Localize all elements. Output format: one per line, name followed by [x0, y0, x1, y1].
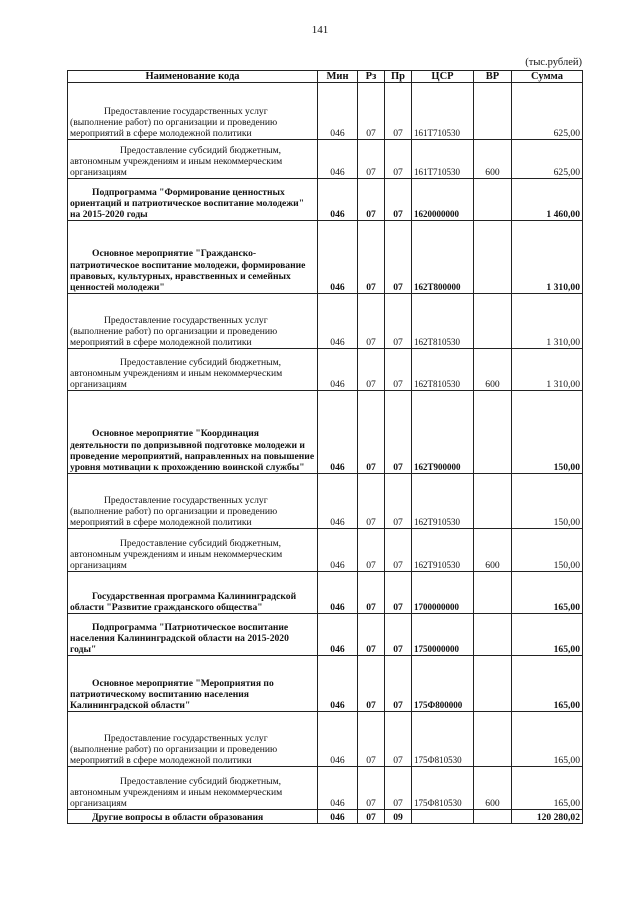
row-sum: 150,00: [512, 529, 583, 572]
row-vr: [474, 810, 512, 824]
row-csr: 175Ф800000: [412, 656, 474, 712]
table-row: [68, 767, 583, 810]
row-pr: 07: [385, 656, 412, 712]
row-rz: 07: [358, 140, 385, 179]
row-name: Предоставление государственных услуг (выполнение работ) по организации и проведению мероприятий в сфере молодежной политики: [68, 474, 318, 529]
header-rz: Рз: [358, 71, 385, 83]
units-label: (тыс.рублей): [525, 57, 582, 68]
table-row: [68, 474, 583, 529]
row-name: Предоставление субсидий бюджетным, автономным учреждениям и иным некоммерческим организациям: [68, 349, 318, 391]
row-csr: 161Т710530: [412, 140, 474, 179]
row-rz: 07: [358, 83, 385, 140]
row-pr: 07: [385, 614, 412, 656]
row-sum: 120 280,02: [512, 810, 583, 824]
page-number: 141: [311, 24, 329, 36]
table-row: [68, 391, 583, 474]
row-min: 046: [318, 179, 358, 221]
row-min: 046: [318, 614, 358, 656]
row-csr: 175Ф810530: [412, 767, 474, 810]
header-csr: ЦСР: [412, 71, 474, 83]
budget-table: [67, 70, 583, 824]
row-rz: 07: [358, 712, 385, 767]
row-name: Предоставление субсидий бюджетным, автономным учреждениям и иным некоммерческим организациям: [68, 767, 318, 810]
row-pr: 07: [385, 221, 412, 294]
table-row: [68, 294, 583, 349]
table-row: [68, 83, 583, 140]
row-csr: 162Т810530: [412, 294, 474, 349]
header-min: Мин: [318, 71, 358, 83]
row-name: Государственная программа Калининградской области "Развитие гражданского общества": [68, 572, 318, 614]
row-name: Подпрограмма "Формирование ценностных ориентаций и патриотическое воспитание молодежи" на 2015-2020 годы: [68, 179, 318, 221]
row-sum: 1 310,00: [512, 349, 583, 391]
header-vr: ВР: [474, 71, 512, 83]
table-row: [68, 179, 583, 221]
row-sum: 625,00: [512, 83, 583, 140]
row-rz: 07: [358, 294, 385, 349]
row-csr: 161Т710530: [412, 83, 474, 140]
row-name: Предоставление государственных услуг (выполнение работ) по организации и проведению мероприятий в сфере молодежной политики: [68, 83, 318, 140]
header-name: Наименование кода: [68, 71, 318, 83]
row-vr: 600: [474, 349, 512, 391]
table-row: [68, 572, 583, 614]
row-csr: 162Т910530: [412, 474, 474, 529]
row-csr: 162Т910530: [412, 529, 474, 572]
row-name: Основное мероприятие "Гражданско-патриотическое воспитание молодежи, формирование правовых, культурных, нравственных и семейных ценностей молодежи": [68, 221, 318, 294]
row-vr: [474, 391, 512, 474]
row-name: Подпрограмма "Патриотическое воспитание населения Калининградской области на 2015-2020 годы": [68, 614, 318, 656]
row-rz: 07: [358, 810, 385, 824]
table-row: [68, 140, 583, 179]
row-vr: [474, 221, 512, 294]
row-pr: 07: [385, 529, 412, 572]
table-row: [68, 221, 583, 294]
row-sum: 1 460,00: [512, 179, 583, 221]
row-csr: 162Т900000: [412, 391, 474, 474]
row-sum: 150,00: [512, 391, 583, 474]
row-pr: 09: [385, 810, 412, 824]
table-row: [68, 656, 583, 712]
row-pr: 07: [385, 294, 412, 349]
row-sum: 1 310,00: [512, 294, 583, 349]
row-sum: 625,00: [512, 140, 583, 179]
row-pr: 07: [385, 572, 412, 614]
row-name: Предоставление субсидий бюджетным, автономным учреждениям и иным некоммерческим организациям: [68, 529, 318, 572]
row-rz: 07: [358, 656, 385, 712]
row-vr: [474, 572, 512, 614]
header-pr: Пр: [385, 71, 412, 83]
row-pr: 07: [385, 349, 412, 391]
row-min: 046: [318, 810, 358, 824]
row-min: 046: [318, 656, 358, 712]
row-rz: 07: [358, 614, 385, 656]
header-sum: Сумма: [512, 71, 583, 83]
row-min: 046: [318, 391, 358, 474]
row-rz: 07: [358, 391, 385, 474]
row-vr: [474, 614, 512, 656]
row-rz: 07: [358, 767, 385, 810]
table-row: [68, 614, 583, 656]
row-vr: 600: [474, 529, 512, 572]
table-row: [68, 712, 583, 767]
row-name: Другие вопросы в области образования: [68, 810, 318, 824]
row-min: 046: [318, 529, 358, 572]
row-vr: 600: [474, 767, 512, 810]
table-row: [68, 349, 583, 391]
table-row: [68, 529, 583, 572]
row-pr: 07: [385, 712, 412, 767]
row-csr: 175Ф810530: [412, 712, 474, 767]
row-name: Предоставление государственных услуг (выполнение работ) по организации и проведению мероприятий в сфере молодежной политики: [68, 294, 318, 349]
row-csr: 162Т800000: [412, 221, 474, 294]
table-header-row: [68, 71, 583, 83]
row-vr: 600: [474, 140, 512, 179]
row-rz: 07: [358, 572, 385, 614]
row-sum: 150,00: [512, 474, 583, 529]
row-vr: [474, 656, 512, 712]
row-sum: 165,00: [512, 712, 583, 767]
row-csr: 162Т810530: [412, 349, 474, 391]
row-min: 046: [318, 349, 358, 391]
row-csr: 1750000000: [412, 614, 474, 656]
row-pr: 07: [385, 179, 412, 221]
row-min: 046: [318, 140, 358, 179]
row-sum: 165,00: [512, 656, 583, 712]
row-name: Предоставление субсидий бюджетным, автономным учреждениям и иным некоммерческим организациям: [68, 140, 318, 179]
row-sum: 165,00: [512, 767, 583, 810]
row-pr: 07: [385, 474, 412, 529]
row-vr: [474, 83, 512, 140]
row-vr: [474, 179, 512, 221]
row-name: Основное мероприятие "Координация деятельности по допризывной подготовке молодежи и проведение мероприятий, направленных на повышение уровня мотивации к прохождению воинской службы": [68, 391, 318, 474]
row-pr: 07: [385, 391, 412, 474]
row-min: 046: [318, 712, 358, 767]
row-sum: 165,00: [512, 614, 583, 656]
row-rz: 07: [358, 349, 385, 391]
row-min: 046: [318, 572, 358, 614]
row-rz: 07: [358, 474, 385, 529]
row-vr: [474, 712, 512, 767]
row-rz: 07: [358, 529, 385, 572]
row-name: Основное мероприятие "Мероприятия по патриотическому воспитанию населения Калининградской области": [68, 656, 318, 712]
row-sum: 1 310,00: [512, 221, 583, 294]
row-csr: 1620000000: [412, 179, 474, 221]
row-min: 046: [318, 767, 358, 810]
row-vr: [474, 474, 512, 529]
row-vr: [474, 294, 512, 349]
row-min: 046: [318, 294, 358, 349]
row-min: 046: [318, 474, 358, 529]
row-name: Предоставление государственных услуг (выполнение работ) по организации и проведению мероприятий в сфере молодежной политики: [68, 712, 318, 767]
row-min: 046: [318, 83, 358, 140]
row-pr: 07: [385, 83, 412, 140]
row-rz: 07: [358, 221, 385, 294]
row-min: 046: [318, 221, 358, 294]
row-pr: 07: [385, 140, 412, 179]
row-pr: 07: [385, 767, 412, 810]
table-row: [68, 810, 583, 824]
row-rz: 07: [358, 179, 385, 221]
row-csr: [412, 810, 474, 824]
row-csr: 1700000000: [412, 572, 474, 614]
row-sum: 165,00: [512, 572, 583, 614]
